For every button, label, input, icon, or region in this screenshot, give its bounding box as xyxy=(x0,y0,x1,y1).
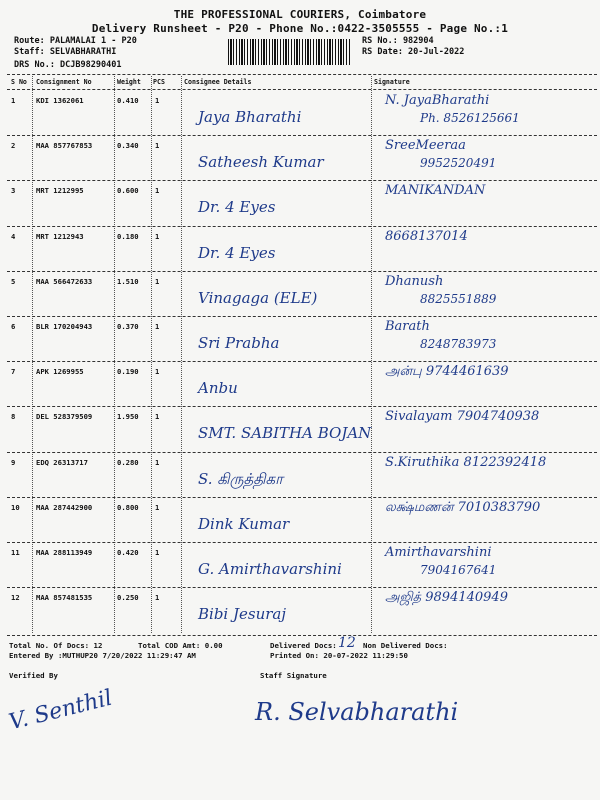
row-pcs: 1 xyxy=(155,96,160,105)
row-weight: 0.190 xyxy=(117,367,139,377)
row-signature-handwritten: Amirthavarshini xyxy=(385,545,492,560)
row-consignment-no: KDI 1362061 xyxy=(36,96,84,105)
verifier-signature: V. Senthil xyxy=(6,685,115,736)
row-sno: 11 xyxy=(11,548,20,557)
column-divider xyxy=(32,76,33,633)
delivered-docs: Delivered Docs: xyxy=(270,641,337,650)
row-signature-handwritten: S.Kiruthika 8122392418 xyxy=(385,454,547,470)
row-weight: 0.180 xyxy=(117,231,139,241)
table-bottom-rule xyxy=(7,635,597,636)
row-consignee-handwritten: Anbu xyxy=(198,379,238,398)
row-separator xyxy=(7,406,597,407)
column-divider xyxy=(114,76,115,633)
row-pcs: 1 xyxy=(155,231,160,241)
row-weight: 0.250 xyxy=(117,593,139,603)
row-sno: 9 xyxy=(11,457,16,467)
row-signature-handwritten: Sivalayam 7904740938 xyxy=(385,409,540,425)
printed-on: Printed On: 20-07-2022 11:29:50 xyxy=(270,651,408,660)
staff-label: Staff: SELVABHARATHI xyxy=(14,47,117,57)
column-divider xyxy=(151,76,152,633)
row-consignee-handwritten: SMT. SABITHA BOJAN xyxy=(198,424,372,443)
row-consignee-handwritten: Dr. 4 Eyes xyxy=(198,198,276,217)
delivered-count-handwritten: 12 xyxy=(338,635,356,651)
row-consignment-no: MRT 1212943 xyxy=(36,231,84,241)
row-consignee-handwritten: Sri Prabha xyxy=(198,334,280,352)
row-sno: 3 xyxy=(11,186,16,196)
row-weight: 0.420 xyxy=(117,548,139,557)
row-consignment-no: MAA 288113949 xyxy=(36,548,93,557)
row-weight: 0.370 xyxy=(117,322,139,331)
row-separator xyxy=(7,316,597,317)
column-divider xyxy=(181,76,182,633)
row-consignment-no: MAA 857481535 xyxy=(36,593,93,603)
row-consignee-handwritten: Dink Kumar xyxy=(198,514,290,533)
row-pcs: 1 xyxy=(155,457,160,467)
barcode-image xyxy=(228,39,350,65)
row-consignment-no: BLR 170204943 xyxy=(36,322,93,331)
row-weight: 0.280 xyxy=(117,457,139,467)
row-signature-handwritten: Barath xyxy=(385,319,430,334)
row-sno: 2 xyxy=(11,141,16,151)
row-weight: 1.950 xyxy=(117,412,139,422)
row-signature-phone: Ph. 8526125661 xyxy=(420,111,520,125)
entered-by: Entered By :MUTHUP20 7/20/2022 11:29:47 AM xyxy=(9,651,196,660)
row-pcs: 1 xyxy=(155,548,160,557)
row-signature-handwritten: அஜித் 9894140949 xyxy=(385,590,508,606)
column-header-sno: S No xyxy=(11,78,27,86)
row-consignment-no: MAA 287442900 xyxy=(36,502,93,512)
row-consignee-handwritten: Jaya Bharathi xyxy=(198,108,302,126)
row-separator xyxy=(7,361,597,362)
row-signature-handwritten: MANIKANDAN xyxy=(385,183,486,199)
row-separator xyxy=(7,271,597,272)
row-separator xyxy=(7,180,597,181)
row-weight: 0.800 xyxy=(117,502,139,512)
row-consignee-handwritten: S. கிருத்திகா xyxy=(198,469,283,488)
route-label: Route: PALAMALAI 1 - P20 xyxy=(14,36,137,46)
column-header-consignment: Consignment No xyxy=(36,78,92,86)
row-signature-handwritten: N. JayaBharathi xyxy=(385,93,490,108)
row-pcs: 1 xyxy=(155,322,160,331)
rs-number: RS No.: 982904 xyxy=(362,36,434,46)
column-header-pcs: PCS xyxy=(153,78,165,86)
row-pcs: 1 xyxy=(155,186,160,196)
table-top-rule xyxy=(7,74,597,75)
row-separator xyxy=(7,226,597,227)
row-consignee-handwritten: Satheesh Kumar xyxy=(198,153,324,172)
row-weight: 0.340 xyxy=(117,141,139,151)
row-signature-handwritten: 8668137014 xyxy=(385,228,468,244)
row-consignment-no: DEL 528379509 xyxy=(36,412,93,422)
row-consignment-no: MAA 857767853 xyxy=(36,141,93,151)
staff-signature-label: Staff Signature xyxy=(260,671,327,680)
row-consignment-no: MRT 1212995 xyxy=(36,186,84,196)
row-signature-phone: 8248783973 xyxy=(420,337,497,351)
row-consignment-no: APK 1269955 xyxy=(36,367,84,377)
row-consignee-handwritten: Dr. 4 Eyes xyxy=(198,243,276,262)
row-weight: 0.410 xyxy=(117,96,139,105)
row-signature-phone: 7904167641 xyxy=(420,563,497,577)
staff-signature: R. Selvabharathi xyxy=(255,698,459,726)
row-weight: 1.510 xyxy=(117,276,139,286)
drs-number: DRS No.: DCJB98290401 xyxy=(14,60,122,70)
column-divider xyxy=(371,76,372,633)
row-pcs: 1 xyxy=(155,593,160,603)
row-pcs: 1 xyxy=(155,276,160,286)
row-signature-handwritten: SreeMeeraa xyxy=(385,138,466,154)
document-subtitle: Delivery Runsheet - P20 - Phone No.:0422-3505555 - Page No.:1 xyxy=(91,22,509,35)
row-sno: 5 xyxy=(11,276,16,286)
non-delivered-docs: Non Delivered Docs: xyxy=(363,641,448,650)
total-cod: Total COD Amt: 0.00 xyxy=(138,641,223,650)
row-pcs: 1 xyxy=(155,141,160,151)
row-sno: 7 xyxy=(11,367,16,377)
row-separator xyxy=(7,497,597,498)
row-consignee-handwritten: Bibi Jesuraj xyxy=(198,605,287,624)
row-sno: 12 xyxy=(11,593,20,603)
row-sno: 4 xyxy=(11,231,16,241)
document-title: THE PROFESSIONAL COURIERS, Coimbatore xyxy=(173,8,427,21)
column-header-consignee: Consignee Details xyxy=(184,78,252,86)
verified-by-label: Verified By xyxy=(9,671,58,680)
row-sno: 6 xyxy=(11,322,16,331)
row-signature-phone: 8825551889 xyxy=(420,291,497,306)
row-sno: 10 xyxy=(11,502,20,512)
row-separator xyxy=(7,587,597,588)
row-signature-handwritten: அன்பு 9744461639 xyxy=(385,364,509,380)
row-consignment-no: MAA 566472633 xyxy=(36,276,93,286)
row-pcs: 1 xyxy=(155,412,160,422)
row-consignment-no: EDQ 26313717 xyxy=(36,457,88,467)
table-header-rule xyxy=(7,89,597,90)
total-docs: Total No. Of Docs: 12 xyxy=(9,641,103,650)
row-signature-handwritten: Dhanush xyxy=(385,273,444,289)
row-pcs: 1 xyxy=(155,367,160,377)
row-separator xyxy=(7,452,597,453)
row-separator xyxy=(7,135,597,136)
row-signature-phone: 9952520491 xyxy=(420,156,497,171)
column-header-signature: Signature xyxy=(374,78,410,86)
row-consignee-handwritten: G. Amirthavarshini xyxy=(198,560,342,578)
row-sno: 8 xyxy=(11,412,16,422)
column-header-weight: Weight xyxy=(117,78,141,86)
row-weight: 0.600 xyxy=(117,186,139,196)
row-consignee-handwritten: Vinagaga (ELE) xyxy=(198,288,318,307)
row-sno: 1 xyxy=(11,96,16,105)
row-pcs: 1 xyxy=(155,502,160,512)
row-separator xyxy=(7,542,597,543)
row-signature-handwritten: லக்ஷ்மணன் 7010383790 xyxy=(385,499,541,515)
rs-date: RS Date: 20-Jul-2022 xyxy=(362,47,465,57)
